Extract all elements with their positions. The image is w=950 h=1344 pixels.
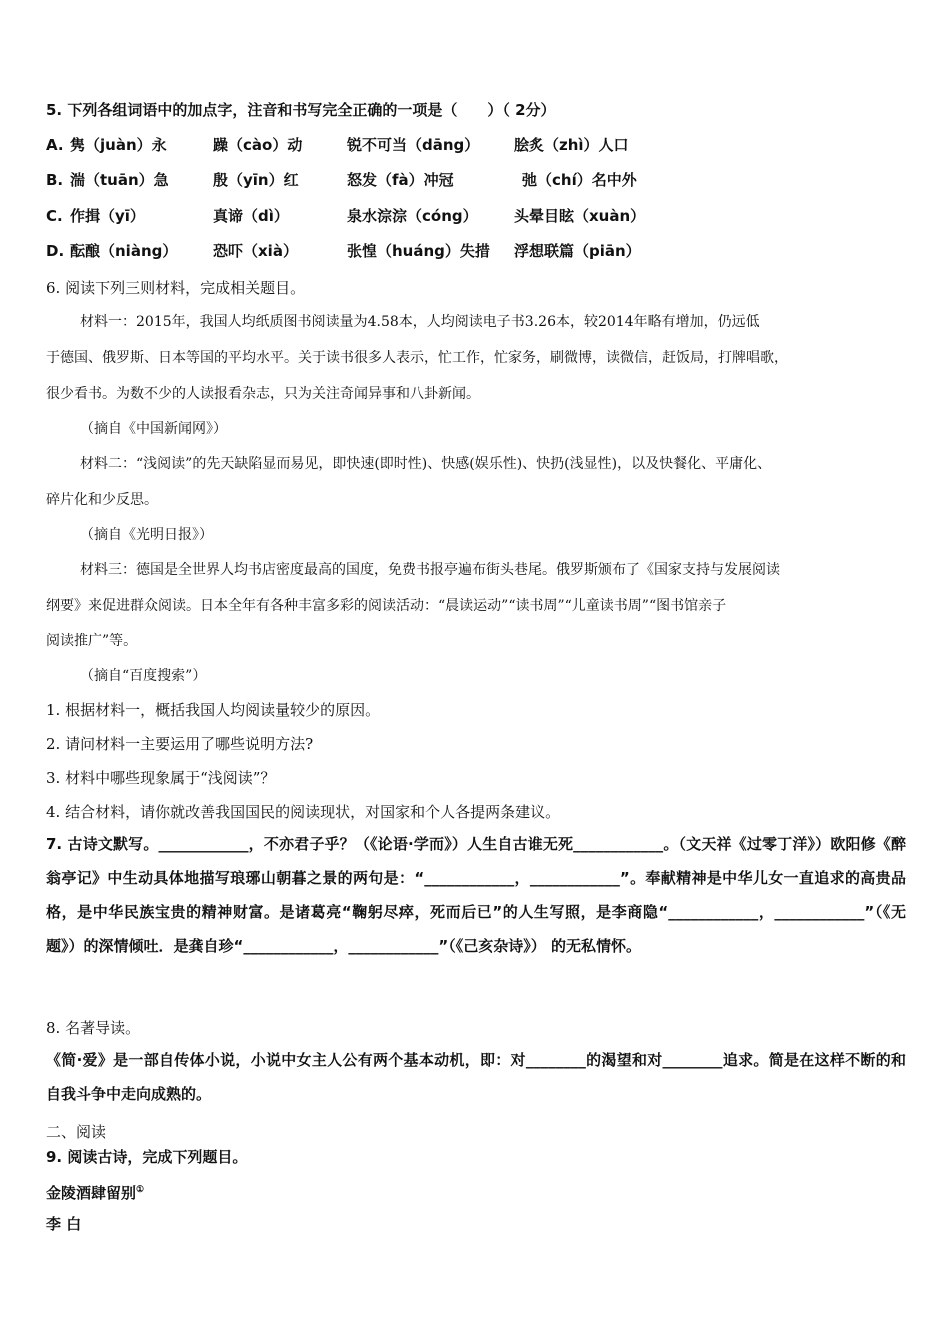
q6-sub-3: 3. 材料中哪些现象属于“浅阅读”？ — [46, 769, 276, 787]
poem-title-text: 金陵酒肆留别 — [46, 1184, 137, 1202]
option-item: 浮想联篇（piān） — [514, 242, 641, 260]
q9-stem: 9. 阅读古诗，完成下列题目。 — [46, 1148, 248, 1166]
section-heading: 二、阅读 — [46, 1123, 107, 1141]
source-1: （摘自《中国新闻网》） — [80, 421, 227, 437]
option-item: 恐吓（xià） — [213, 242, 298, 260]
option-item: 作揖（yī） — [70, 207, 145, 225]
source-3: （摘自“百度搜索”） — [80, 668, 207, 684]
option-label: B. — [46, 171, 64, 189]
footnote-marker: ① — [136, 1185, 145, 1195]
poem-title — [46, 1180, 144, 1203]
option-item: 张惶（huáng）失措 — [347, 242, 490, 260]
material-2-line-2: 碎片化和少反思。 — [46, 492, 158, 508]
option-item: 脍炙（zhì）人口 — [514, 136, 629, 154]
source-2: （摘自《光明日报》） — [80, 527, 213, 543]
q6-sub-4: 4. 结合材料，请你就改善我国国民的阅读现状，对国家和个人各提两条建议。 — [46, 803, 561, 821]
material-1-line-1: 材料一：2015年，我国人均纸质图书阅读量为4.58本，人均阅读电子书3.26本，较2014年略有增加，仍远低 — [80, 314, 760, 330]
material-3-line-1: 材料三：德国是全世界人均书店密度最高的国度，免费书报亭遍布街头巷尾。俄罗斯颁布了《国家支持与发展阅读 — [80, 562, 780, 578]
material-3-line-3: 阅读推广”等。 — [46, 633, 138, 649]
q6-stem: 6. 阅读下列三则材料，完成相关题目。 — [46, 279, 306, 297]
option-item: 殷（yīn）红 — [213, 171, 299, 189]
option-label: D. — [46, 242, 65, 260]
material-1-line-3: 很少看书。为数不少的人读报看杂志，只为关注奇闻异事和八卦新闻。 — [46, 386, 480, 402]
option-item: 弛（chí）名中外 — [522, 171, 637, 189]
option-label: A. — [46, 136, 64, 154]
q8-title: 8. 名著导读。 — [46, 1019, 141, 1037]
material-1-line-2: 于德国、俄罗斯、日本等国的平均水平。关于读书很多人表示，忙工作，忙家务，刷微博，读微信，赶饭局，打牌唱歌， — [46, 350, 788, 366]
option-item: 真谛（dì） — [213, 207, 289, 225]
option-label: C. — [46, 207, 63, 225]
q5-stem: 5. 下列各组词语中的加点字，注音和书写完全正确的一项是（ ）（ 2分） — [46, 101, 556, 119]
option-item: 怒发（fà）冲冠 — [347, 171, 454, 189]
material-2-line-1: 材料二：“浅阅读”的先天缺陷显而易见，即快速(即时性)、快感(娱乐性)、快扔(浅显性)，以及快餐化、平庸化、 — [80, 456, 772, 472]
option-item: 锐不可当（dāng） — [347, 136, 480, 154]
option-item: 湍（tuān）急 — [70, 171, 169, 189]
q6-sub-2: 2. 请问材料一主要运用了哪些说明方法? — [46, 735, 314, 753]
option-item: 泉水淙淙（cóng） — [347, 207, 478, 225]
option-item: 头晕目眩（xuàn） — [514, 207, 646, 225]
option-item: 躁（cào）动 — [213, 136, 303, 154]
poem-author: 李 白 — [46, 1215, 82, 1233]
q8-text: 《简·爱》是一部自传体小说，小说中女主人公有两个基本动机，即：对________的渴望和对________追求。简是在这样不断的和自我斗争中走向成熟的。 — [46, 1051, 906, 1103]
q7-text: 7. 古诗文默写。____________，不亦君子乎？（《论语·学而》）人生自古谁无死____________。（文天祥《过零丁洋》）欧阳修《醉翁亭记》中生动具体地描写琅琊山朝暮之景的两句是：“____________，____________”。奉献精神是中华儿女一直追求的高贵品格，是中华民族宝贵的精神财富。是诸葛亮“鞠躬尽瘁，死而后已”的人生写照，是李商隐“____________，____________”（《无题》）的深情倾吐．是龚自珍“____________，____________”（《己亥杂诗》） 的无私情怀。 — [46, 835, 906, 955]
material-3-line-2: 纲要》来促进群众阅读。日本全年有各种丰富多彩的阅读活动：“晨读运动”“读书周”“儿童读书周”“图书馆亲子 — [46, 598, 727, 614]
option-item: 酝酿（niàng） — [70, 242, 178, 260]
option-item: 隽（juàn）永 — [70, 136, 167, 154]
q6-sub-1: 1. 根据材料一，概括我国人均阅读量较少的原因。 — [46, 701, 381, 719]
